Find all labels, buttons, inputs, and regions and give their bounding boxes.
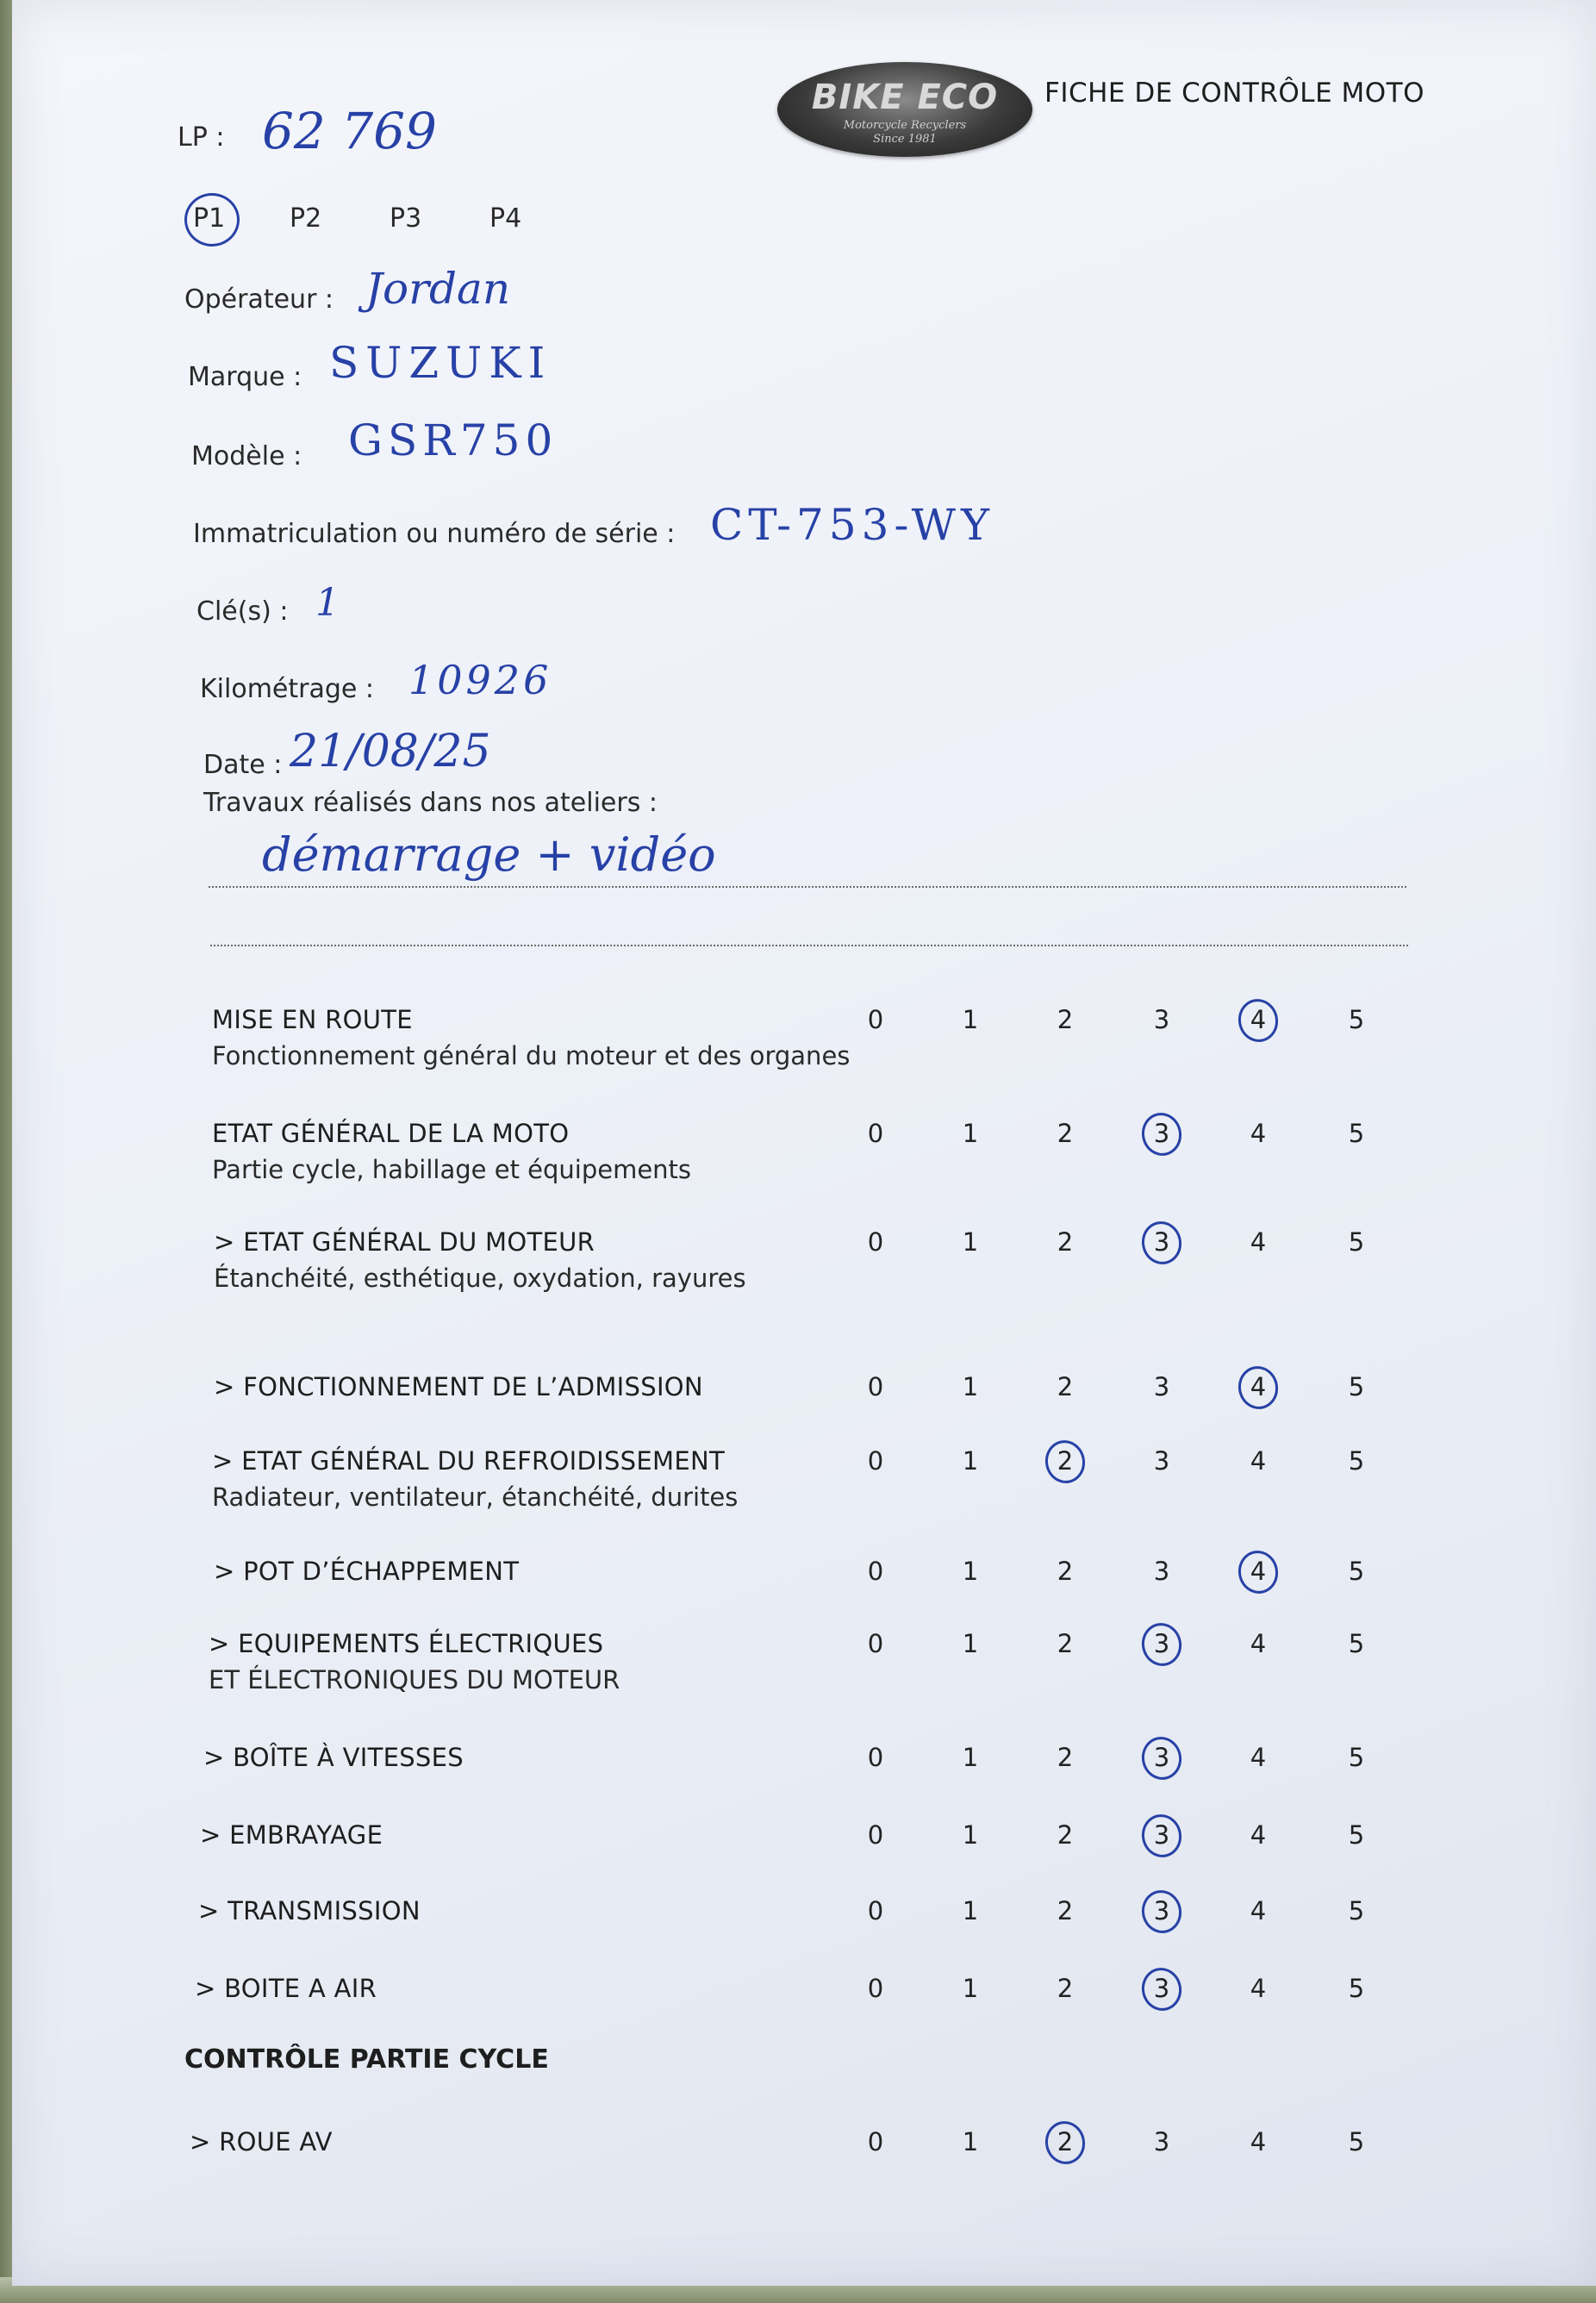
travaux-label: Travaux réalisés dans nos ateliers : [203, 788, 658, 818]
criterion-score-option[interactable]: 5 [1348, 1227, 1365, 1257]
position-p2[interactable]: P2 [290, 203, 322, 234]
cles-value[interactable]: 1 [315, 581, 340, 625]
lp-label: LP : [178, 122, 225, 153]
immatriculation-label: Immatriculation ou numéro de série : [193, 519, 676, 549]
criterion-description: ET ÉLECTRONIQUES DU MOTEUR [209, 1665, 620, 1694]
criterion-score-option[interactable]: 5 [1348, 1005, 1365, 1034]
criterion-score-option[interactable]: 1 [962, 1005, 979, 1034]
criterion-score-option[interactable]: 2 [1057, 1372, 1074, 1401]
criterion-score-option[interactable]: 1 [962, 1119, 979, 1148]
modele-label: Modèle : [191, 441, 302, 471]
criterion-score-option[interactable]: 1 [962, 1743, 979, 1772]
criterion-name: > POT D’ÉCHAPPEMENT [214, 1557, 520, 1586]
criterion-score-option[interactable]: 0 [867, 1820, 884, 1850]
criterion-score-option[interactable]: 0 [867, 1372, 884, 1401]
logo-since: Since 1981 [873, 133, 937, 146]
position-p1[interactable]: P1 [193, 203, 226, 234]
criterion-score-option[interactable]: 2 [1057, 1119, 1074, 1148]
position-p3[interactable]: P3 [390, 203, 422, 234]
criterion-score-option[interactable]: 4 [1250, 1005, 1267, 1034]
criterion-score-option[interactable]: 0 [867, 1227, 884, 1257]
cles-label: Clé(s) : [196, 596, 289, 627]
criterion-score-option[interactable]: 3 [1153, 1896, 1170, 1925]
criterion-score-option[interactable]: 4 [1250, 1896, 1267, 1925]
criterion-selected-score-circle [1138, 1620, 1185, 1670]
inspection-sheet [12, 0, 1596, 2286]
criterion-score-option[interactable]: 2 [1057, 1896, 1074, 1925]
criterion-selected-score-circle [1234, 995, 1281, 1045]
criterion-score-option[interactable]: 5 [1348, 1372, 1365, 1401]
criterion-selected-score-circle [1138, 1964, 1185, 2014]
sheet-title: FICHE DE CONTRÔLE MOTO [1044, 78, 1425, 109]
criterion-selected-score-circle [1138, 1218, 1185, 1268]
cycle-criterion-name: > ROUE AV [190, 2127, 333, 2156]
criterion-score-option[interactable]: 4 [1250, 1743, 1267, 1772]
criterion-score-option[interactable]: 1 [962, 1227, 979, 1257]
travaux-line-1 [209, 886, 1406, 888]
cycle-criterion-score-option[interactable]: 2 [1057, 2127, 1074, 2156]
criterion-score-option[interactable]: 5 [1348, 1446, 1365, 1476]
criterion-score-option[interactable]: 3 [1153, 1974, 1170, 2003]
logo-name: BIKE ECO [811, 78, 999, 117]
criterion-score-option[interactable]: 0 [867, 1557, 884, 1586]
criterion-score-option[interactable]: 5 [1348, 1557, 1365, 1586]
kilometrage-value[interactable]: 10926 [408, 657, 552, 703]
criterion-selected-score-circle [1234, 1547, 1281, 1597]
criterion-score-option[interactable]: 5 [1348, 1896, 1365, 1925]
criterion-name: > TRANSMISSION [198, 1896, 421, 1925]
criterion-score-option[interactable]: 3 [1153, 1372, 1170, 1401]
criterion-score-option[interactable]: 2 [1057, 1005, 1074, 1034]
criterion-score-option[interactable]: 0 [867, 1896, 884, 1925]
criterion-score-option[interactable]: 4 [1250, 1227, 1267, 1257]
criterion-score-option[interactable]: 5 [1348, 1820, 1365, 1850]
criterion-score-option[interactable]: 2 [1057, 1629, 1074, 1658]
criterion-name: ETAT GÉNÉRAL DE LA MOTO [212, 1119, 570, 1148]
criterion-score-option[interactable]: 0 [867, 1005, 884, 1034]
marque-value[interactable]: SUZUKI [329, 338, 552, 388]
cycle-criterion-selected-score-circle [1041, 2118, 1088, 2168]
criterion-score-option[interactable]: 2 [1057, 1446, 1074, 1476]
position-p4[interactable]: P4 [489, 203, 522, 234]
criterion-score-option[interactable]: 2 [1057, 1820, 1074, 1850]
criterion-score-option[interactable]: 2 [1057, 1227, 1074, 1257]
criterion-score-option[interactable]: 1 [962, 1820, 979, 1850]
criterion-score-option[interactable]: 1 [962, 1629, 979, 1658]
date-value[interactable]: 21/08/25 [290, 726, 491, 777]
criterion-selected-score-circle [1234, 1363, 1281, 1413]
cycle-criterion-score-option[interactable]: 5 [1348, 2127, 1365, 2156]
modele-value[interactable]: GSR750 [348, 415, 558, 465]
criterion-score-option[interactable]: 1 [962, 1372, 979, 1401]
criterion-score-option[interactable]: 0 [867, 1629, 884, 1658]
cycle-criterion-score-option[interactable]: 4 [1250, 2127, 1267, 2156]
cycle-criterion-score-option[interactable]: 3 [1153, 2127, 1170, 2156]
criterion-score-option[interactable]: 5 [1348, 1743, 1365, 1772]
criterion-description: Étanchéité, esthétique, oxydation, rayures [214, 1264, 746, 1293]
criterion-score-option[interactable]: 4 [1250, 1629, 1267, 1658]
criterion-name: > FONCTIONNEMENT DE L’ADMISSION [214, 1372, 703, 1401]
criterion-score-option[interactable]: 3 [1153, 1743, 1170, 1772]
bike-eco-logo [777, 62, 1032, 157]
operateur-value[interactable]: Jordan [365, 264, 511, 314]
criterion-score-option[interactable]: 3 [1153, 1005, 1170, 1034]
criterion-selected-score-circle [1138, 1887, 1185, 1937]
criterion-score-option[interactable]: 2 [1057, 1743, 1074, 1772]
criterion-score-option[interactable]: 3 [1153, 1446, 1170, 1476]
criterion-score-option[interactable]: 2 [1057, 1974, 1074, 2003]
criterion-score-option[interactable]: 0 [867, 1446, 884, 1476]
criterion-selected-score-circle [1041, 1437, 1088, 1487]
criterion-score-option[interactable]: 3 [1153, 1820, 1170, 1850]
criterion-description: Fonctionnement général du moteur et des organes [212, 1041, 851, 1070]
travaux-value[interactable]: démarrage + vidéo [262, 827, 716, 882]
criterion-score-option[interactable]: 5 [1348, 1119, 1365, 1148]
criterion-score-option[interactable]: 3 [1153, 1629, 1170, 1658]
criterion-score-option[interactable]: 0 [867, 1974, 884, 2003]
criterion-score-option[interactable]: 3 [1153, 1557, 1170, 1586]
criterion-score-option[interactable]: 3 [1153, 1119, 1170, 1148]
criterion-name: > EQUIPEMENTS ÉLECTRIQUES [209, 1629, 604, 1658]
criterion-name: > BOITE A AIR [195, 1974, 377, 2003]
travaux-line-2 [210, 945, 1408, 946]
criterion-score-option[interactable]: 0 [867, 1743, 884, 1772]
criterion-score-option[interactable]: 1 [962, 1446, 979, 1476]
section-cycle-title: CONTRÔLE PARTIE CYCLE [184, 2044, 549, 2075]
criterion-name: > EMBRAYAGE [200, 1820, 383, 1850]
criterion-description: Partie cycle, habillage et équipements [212, 1155, 692, 1184]
immatriculation-value[interactable]: CT-753-WY [710, 500, 995, 550]
criterion-score-option[interactable]: 5 [1348, 1629, 1365, 1658]
criterion-score-option[interactable]: 0 [867, 1119, 884, 1148]
criterion-selected-score-circle [1138, 1811, 1185, 1861]
criterion-name: MISE EN ROUTE [212, 1005, 413, 1034]
kilometrage-label: Kilométrage : [200, 674, 375, 704]
criterion-score-option[interactable]: 1 [962, 1557, 979, 1586]
criterion-score-option[interactable]: 4 [1250, 1446, 1267, 1476]
cycle-criterion-score-option[interactable]: 0 [867, 2127, 884, 2156]
criterion-score-option[interactable]: 4 [1250, 1557, 1267, 1586]
criterion-score-option[interactable]: 1 [962, 1896, 979, 1925]
criterion-score-option[interactable]: 1 [962, 1974, 979, 2003]
lp-value[interactable]: 62 769 [262, 102, 437, 160]
criterion-score-option[interactable]: 2 [1057, 1557, 1074, 1586]
cycle-criterion-score-option[interactable]: 1 [962, 2127, 979, 2156]
criterion-selected-score-circle [1138, 1109, 1185, 1159]
criterion-description: Radiateur, ventilateur, étanchéité, durites [212, 1482, 739, 1512]
criterion-name: > ETAT GÉNÉRAL DU MOTEUR [214, 1227, 595, 1257]
date-label: Date : [203, 750, 283, 780]
criterion-name: > ETAT GÉNÉRAL DU REFROIDISSEMENT [212, 1446, 725, 1476]
criterion-score-option[interactable]: 4 [1250, 1974, 1267, 2003]
criterion-selected-score-circle [1138, 1733, 1185, 1783]
marque-label: Marque : [188, 362, 302, 392]
criterion-score-option[interactable]: 4 [1250, 1820, 1267, 1850]
logo-tagline: Motorcycle Recyclers [843, 119, 967, 132]
criterion-score-option[interactable]: 4 [1250, 1372, 1267, 1401]
criterion-name: > BOÎTE À VITESSES [203, 1743, 464, 1772]
operateur-label: Opérateur : [184, 284, 334, 315]
criterion-score-option[interactable]: 5 [1348, 1974, 1365, 2003]
criterion-score-option[interactable]: 3 [1153, 1227, 1170, 1257]
criterion-score-option[interactable]: 4 [1250, 1119, 1267, 1148]
